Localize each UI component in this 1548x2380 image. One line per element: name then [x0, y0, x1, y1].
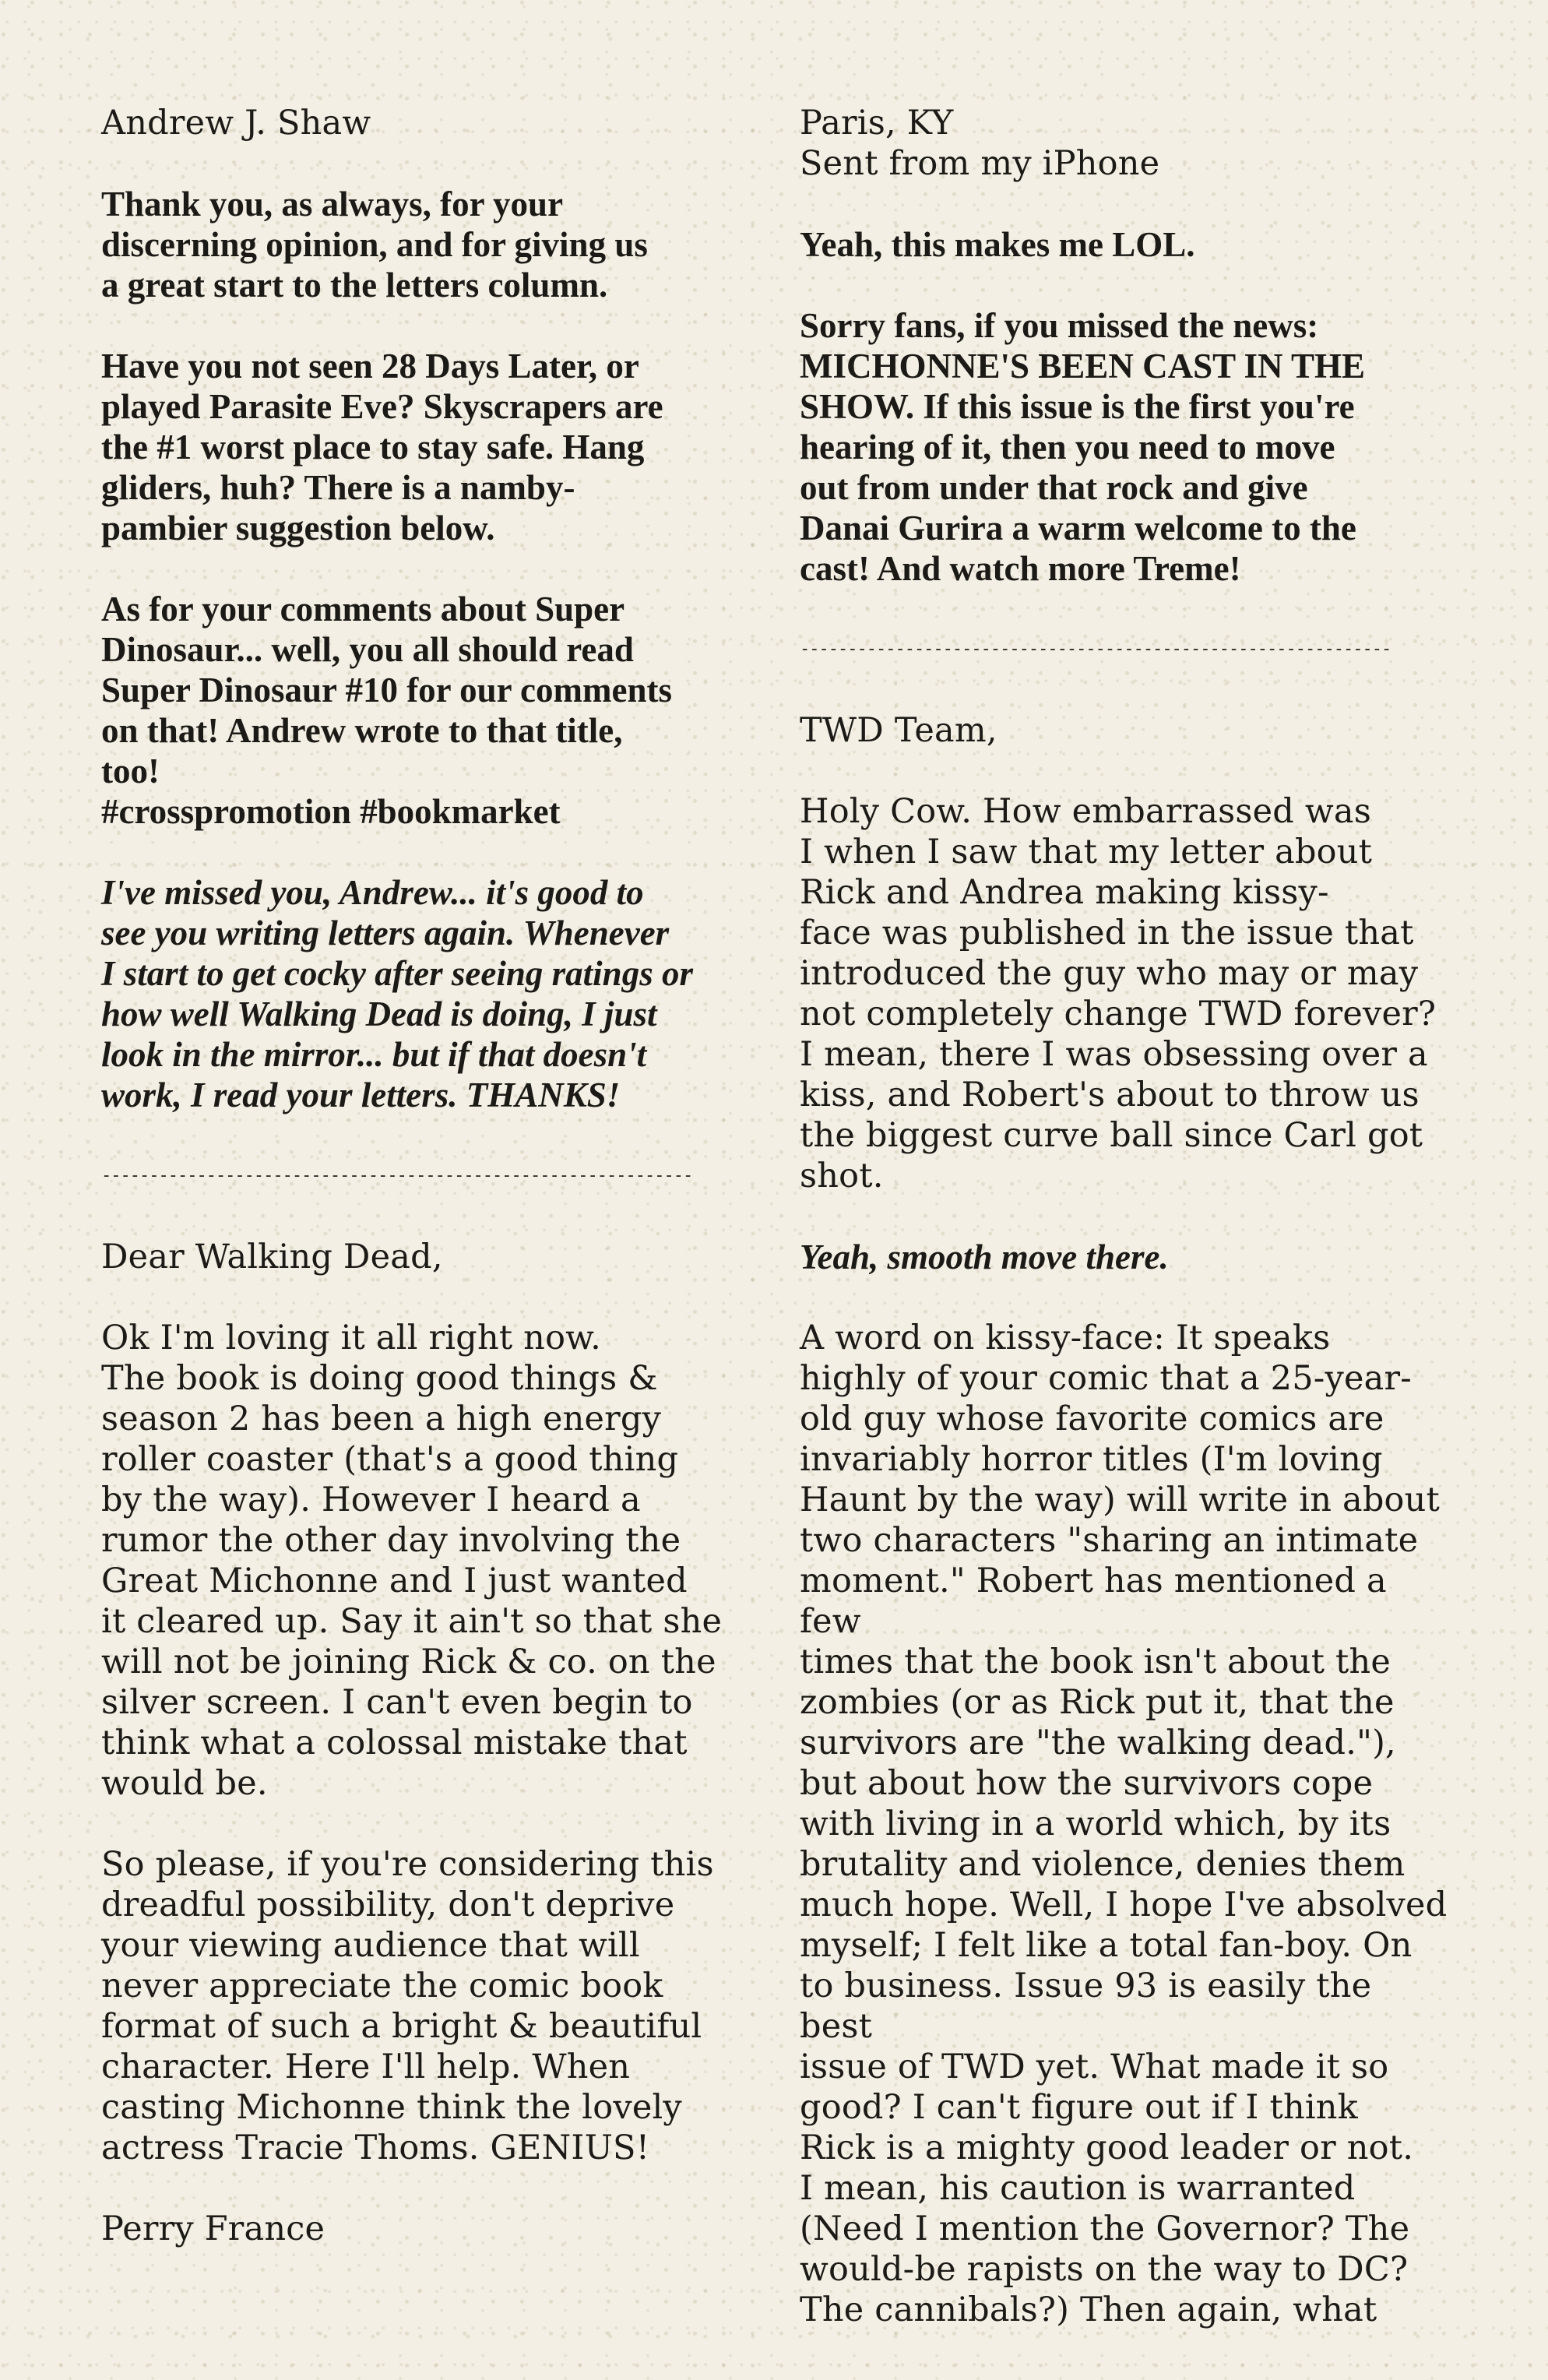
editor-reply-italic: Yeah, smooth move there. — [800, 1238, 1169, 1276]
editor-reply-skyscrapers: Have you not seen 28 Days Later, or played Parasite Eve? Skyscrapers are the #1 worst place to stay safe. Hang gliders, huh? There is a namby- pambier suggestion below. — [101, 347, 663, 547]
left-column — [101, 103, 755, 2290]
editor-reply-super-dinosaur: As for your comments about Super Dinosaur... well, you all should read Super Dinosaur #10 for our comments on that! Andrew wrote to that title, too! — [101, 590, 672, 790]
right-column — [800, 103, 1454, 2371]
letter-separator: -------------------------------------------------------------- — [101, 1166, 693, 1185]
editor-reply-lol: Yeah, this makes me LOL. — [800, 225, 1195, 264]
letter-signature: Andrew J. Shaw — [101, 104, 371, 143]
letter-greeting: Dear Walking Dead, — [101, 1238, 443, 1276]
letter-signature: Perry France — [101, 2209, 325, 2248]
letter-location: Paris, KY Sent from my iPhone — [800, 104, 1160, 183]
editor-reply-michonne-cast: Sorry fans, if you missed the news: MICHONNE'S BEEN CAST IN THE SHOW. If this issue is the first you're hearing of it, then you need to move out from under that rock and give Danai Gurira a warm welcome to the cast! And watch more Treme! — [800, 306, 1366, 588]
editor-reply-italic: I've missed you, Andrew... it's good to see you writing letters again. Whenever I start to get cocky after seeing ratings or how well Walking Dead is doing, I just look in the mirror... but if that doesn't work, I read your letters. THANKS! — [101, 873, 693, 1114]
letter-greeting: TWD Team, — [800, 711, 997, 750]
letter-paragraph: Ok I'm loving it all right now. The book is doing good things & season 2 has been a high energy roller coaster (that's a good thing by the way). However I heard a rumor the other day involving the Great Michonne and I just wanted it cleared up. Say it ain't so that she will not be joining Rick & co. on the silver screen. I can't even begin to think what a colossal mistake that would be. — [101, 1319, 723, 1803]
letter-separator: -------------------------------------------------------------- — [800, 639, 1391, 659]
letter-paragraph: So please, if you're considering this dreadful possibility, don't deprive your viewing audience that will never appreciate the comic book format of such a bright & beautiful character. Here I'll help. When casting Michonne think the lovely actress Tracie Thoms. GENIUS! — [101, 1845, 714, 2167]
editor-reply-thanks: Thank you, as always, for your discerning opinion, and for giving us a great start to the letters column. — [101, 185, 648, 305]
editor-reply-hashtags: #crosspromotion #bookmarket — [101, 792, 561, 831]
letter-paragraph: Holy Cow. How embarrassed was I when I saw that my letter about Rick and Andrea making kissy- face was published in the issue that introduced the guy who may or may not completely change TWD forever? I mean, there I was obsessing over a kiss, and Robert's about to throw us the biggest curve ball since Carl got shot. — [800, 792, 1437, 1195]
letter-paragraph: A word on kissy-face: It speaks highly of your comic that a 25-year- old guy whose favorite comics are invariably horror titles (I'm loving Haunt by the way) will write in about two characters "sharing an intimate moment." Robert has mentioned a few times that the book isn't about the zombies (or as Rick put it, that the survivors are "the walking dead."), but about how the survivors cope with living in a world which, by its brutality and violence, denies them much hope. Well, I hope I've absolved myself; I felt like a total fan-boy. On to business. Issue 93 is easily the best issue of TWD yet. What made it so good? I can't figure out if I think Rick is a mighty good leader or not. I mean, his caution is warranted (Need I mention the Governor? The would-be rapists on the way to DC? The cannibals?) Then again, what — [800, 1319, 1448, 2329]
